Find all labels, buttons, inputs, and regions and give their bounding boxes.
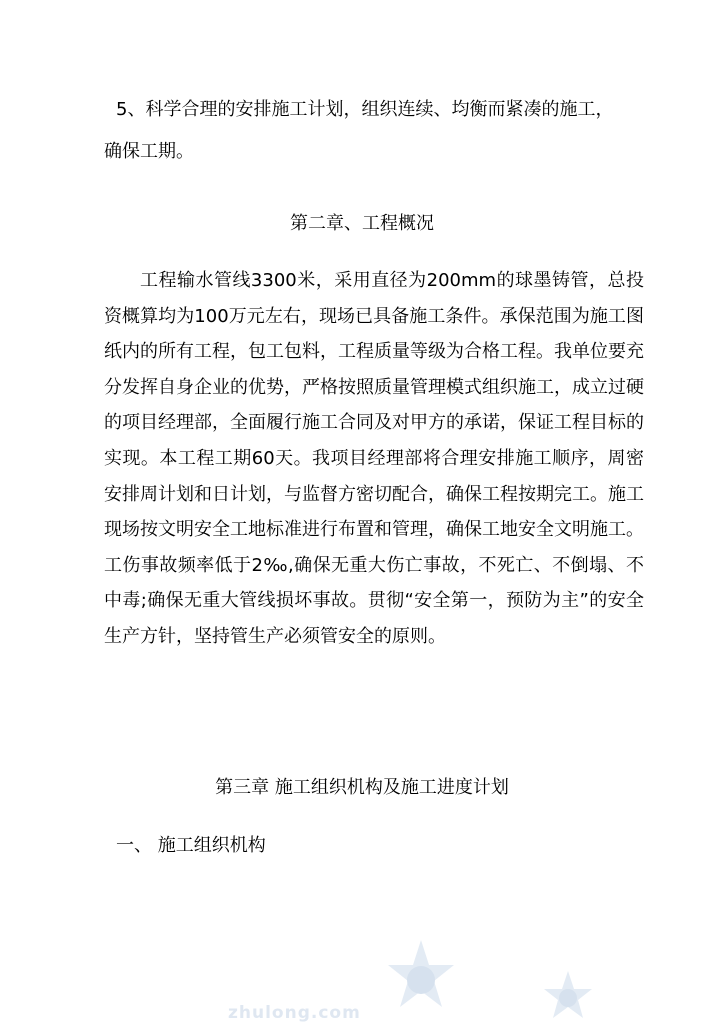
chapter-3-title: 第三章 施工组织机构及施工进度计划 <box>215 777 509 798</box>
watermark-snowflake-small-icon <box>538 968 598 1028</box>
section-1-heading: 一、 施工组织机构 <box>116 835 266 856</box>
watermark-text: zhulong.com <box>228 1003 361 1023</box>
watermark-snowflake-icon <box>376 935 466 1025</box>
chapter-2-title: 第二章、工程概况 <box>290 213 434 234</box>
paragraph-5-line-1: 5、科学合理的安排施工计划，组织连续、均衡而紧凑的施工， <box>116 99 614 120</box>
paragraph-5-line-2: 确保工期。 <box>104 141 194 162</box>
chapter-2-body: 工程输水管线3300米，采用直径为200mm的球墨铸管，总投资概算均为100万元左右，现场已具备施工条件。承保范围为施工图纸内的所有工程，包工包料，工程质量等级为合格工程。我单位要充分发挥自身企业的优势，严格按照质量管理模式组织施工，成立过硬的项目经理部，全面履行施工合同及对甲方的承诺，保证工程目标的实现。本工程工期60天。我项目经理部将合理安排施工顺序，周密安排周计划和日计划，与监督方密切配合，确保工程按期完工。施工现场按文明安全工地标准进行布置和管理，确保工地安全文明施工。工伤事故频率低于2‰,确保无重大伤亡事故，不死亡、不倒塌、不中毒;确保无重大管线损坏事故。贯彻“安全第一，预防为主”的安全生产方针，坚持管生产必须管安全的原则。 <box>104 270 644 647</box>
